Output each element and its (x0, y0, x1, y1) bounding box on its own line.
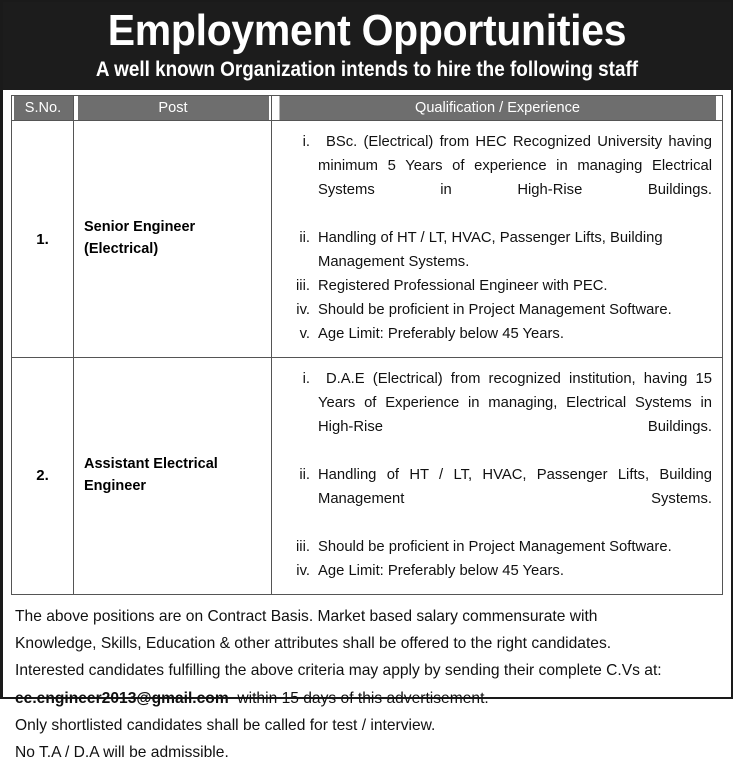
page-subtitle: A well known Organization intends to hire the following staff (95, 58, 639, 82)
qualification-item-body: D.A.E (Electrical) from recognized institution, having 15 Years of Experience in managing, Electrical Systems in High-Rise Buildings. (318, 371, 712, 435)
row-post-title (74, 121, 272, 358)
qualification-item-marker: i. (302, 134, 310, 151)
qualification-item-text: Handling of HT / LT, HVAC, Passenger Lifts, Building Management Systems. (318, 230, 663, 271)
column-header-post: Post (76, 96, 268, 121)
qualification-item-marker: iv. (296, 302, 310, 319)
qualification-item (280, 275, 712, 299)
qualification-item (280, 464, 712, 536)
qualification-item (280, 323, 712, 347)
table-row (12, 358, 723, 595)
qualification-item-text: Registered Professional Engineer with PEC. (318, 278, 608, 295)
page-title: Employment Opportunities (107, 6, 627, 55)
qualification-list (280, 368, 712, 584)
jobs-table (11, 95, 723, 594)
header-banner (3, 2, 731, 90)
contact-email[interactable]: ee.engineer2013@gmail.com (15, 689, 229, 707)
column-header-qualification: Qualification / Experience (278, 96, 715, 121)
qualification-item-text: Should be proficient in Project Management Software. (318, 302, 672, 319)
qualification-item-marker: ii. (299, 466, 310, 483)
qualification-item-text (318, 131, 712, 227)
footer-line-2: Knowledge, Skills, Education & other attributes shall be offered to the right candidates. (15, 635, 612, 653)
qualification-item (280, 368, 712, 464)
qualification-item (280, 560, 712, 584)
footer-line-4 (15, 686, 721, 711)
table-header-row (12, 96, 723, 121)
qualification-item-marker: iv. (296, 562, 310, 579)
qualification-item (280, 131, 712, 227)
table-header (12, 96, 723, 121)
qualification-item-body: BSc. (Electrical) from HEC Recognized University having minimum 5 Years of experience in managing Electrical Systems in High-Rise Buildings. (318, 134, 712, 199)
qualification-item-text: Age Limit: Preferably below 45 Years. (318, 326, 564, 343)
row-qualification-cell (272, 121, 723, 358)
row-qualification-cell (272, 358, 723, 595)
row-serial-number: 1. (12, 121, 74, 358)
qualification-item (280, 536, 712, 560)
column-header-sno: S.No. (12, 96, 72, 121)
qualification-item-marker: v. (299, 326, 310, 343)
post-title-line-1: Assistant Electrical (84, 456, 218, 473)
table-body (12, 121, 723, 594)
post-title-line-1: Senior Engineer (84, 219, 196, 236)
jobs-table-container (3, 90, 731, 594)
footer-line-1: The above positions are on Contract Basis. Market based salary commensurate with (15, 607, 598, 625)
row-serial-number: 2. (12, 358, 74, 595)
qualification-item (280, 299, 712, 323)
qualification-item (280, 227, 712, 275)
post-title-line-2: (Electrical) (84, 241, 159, 258)
qualification-item-text (318, 368, 712, 464)
qualification-item-marker: iii. (296, 278, 310, 295)
qualification-item-text: Age Limit: Preferably below 45 Years. (318, 562, 564, 579)
table-row (12, 121, 723, 358)
qualification-item-text: Handling of HT / LT, HVAC, Passenger Lifts, Building Management Systems. (318, 466, 712, 507)
qualification-list (280, 131, 712, 347)
footer-notes (3, 595, 731, 765)
qualification-item-marker: iii. (296, 538, 310, 555)
row-post-title (74, 358, 272, 595)
qualification-item-text: Should be proficient in Project Management Software. (318, 538, 672, 555)
footer-deadline-text: within 15 days of this advertisement. (237, 689, 489, 707)
footer-line-6: No T.A / D.A will be admissible. (15, 744, 229, 762)
footer-line-5: Only shortlisted candidates shall be called for test / interview. (15, 716, 436, 734)
footer-line-3: Interested candidates fulfilling the above criteria may apply by sending their complete C.Vs at: (15, 662, 662, 680)
qualification-item-marker: ii. (299, 230, 310, 247)
qualification-item-marker: i. (302, 371, 310, 388)
post-title-line-2: Engineer (84, 477, 147, 494)
